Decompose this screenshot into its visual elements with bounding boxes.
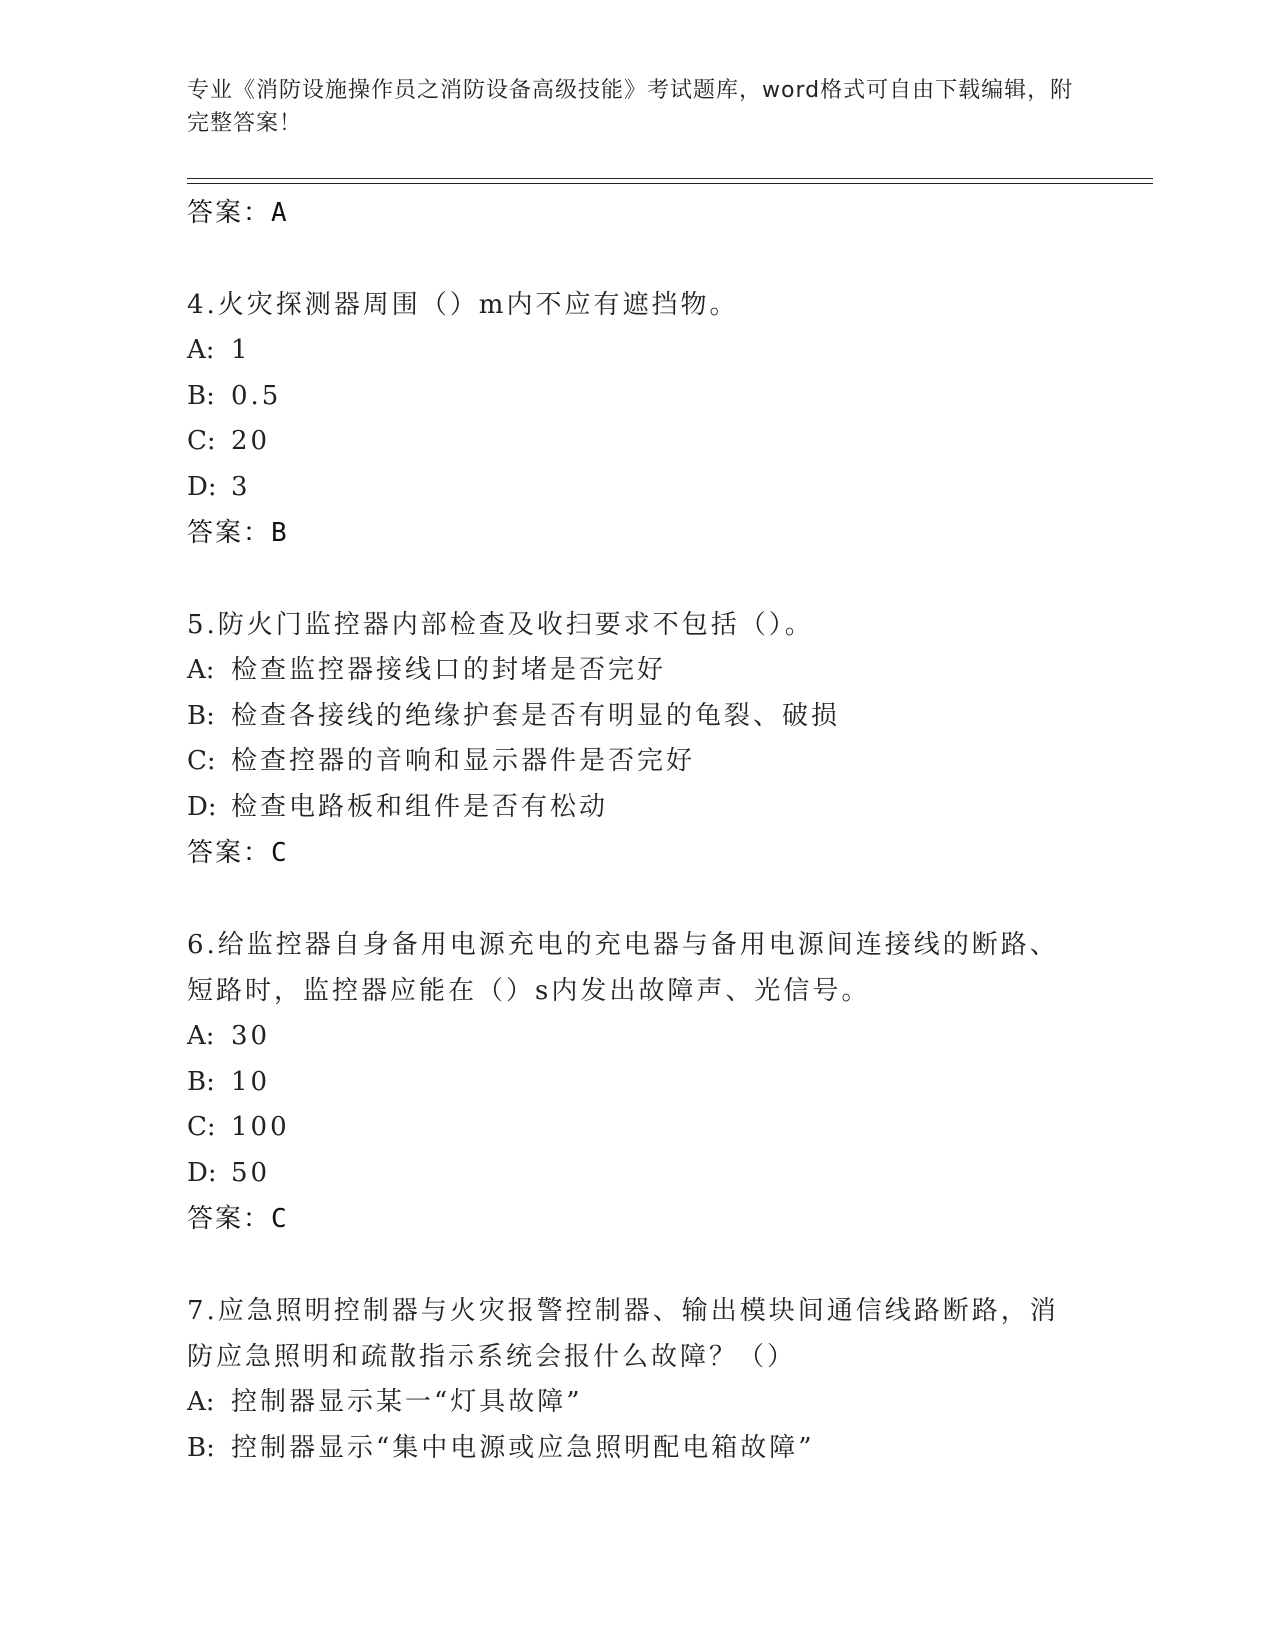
question-5 [187, 602, 1087, 876]
option-c [187, 419, 1087, 465]
option-text: 30 [231, 1021, 271, 1051]
option-text: 50 [231, 1157, 271, 1188]
answer-line [187, 830, 1087, 876]
question-6 [187, 922, 1087, 1242]
option-text: 20 [231, 426, 271, 456]
option-text: 控制器显示某一“灯具故障” [231, 1387, 583, 1417]
answer-label: 答案： [187, 838, 272, 868]
option-key: A: [187, 1387, 215, 1417]
question-4 [187, 282, 1087, 556]
answer-label: 答案： [187, 198, 272, 228]
option-key: C: [187, 1112, 216, 1142]
option-a [187, 328, 1087, 374]
option-b [187, 694, 1087, 740]
option-key: D: [187, 1157, 217, 1188]
answer-line [187, 1196, 1087, 1242]
option-text: 检查电路板和组件是否有松动 [231, 791, 609, 822]
answer-line [187, 190, 1087, 236]
option-key: B: [187, 700, 215, 731]
answer-value: C [271, 1204, 287, 1234]
option-text: 控制器显示“集中电源或应急照明配电箱故障” [231, 1432, 815, 1463]
option-text: 3 [231, 471, 251, 502]
header-divider-bottom [187, 183, 1153, 184]
option-a [187, 1380, 1087, 1426]
answer-label: 答案： [187, 518, 272, 548]
option-d [187, 785, 1087, 831]
option-text: 检查控器的音响和显示器件是否完好 [231, 746, 696, 776]
answer-line [187, 510, 1087, 556]
option-text: 100 [231, 1112, 290, 1142]
answer-value: A [271, 198, 287, 228]
option-text: 0.5 [231, 380, 282, 411]
option-key: A: [187, 1021, 215, 1051]
answer-value: C [271, 838, 287, 868]
option-b [187, 1060, 1087, 1106]
option-a [187, 1014, 1087, 1060]
question-text: 4.火灾探测器周围（）m内不应有遮挡物。 [187, 290, 739, 320]
option-c [187, 739, 1087, 785]
option-key: C: [187, 746, 216, 776]
option-text: 检查监控器接线口的封堵是否完好 [231, 655, 667, 685]
question-text: 5.防火门监控器内部检查及收扫要求不包括（）。 [187, 610, 814, 640]
option-key: B: [187, 380, 215, 411]
question-list [187, 190, 1087, 1471]
document-header: 专业《消防设施操作员之消防设备高级技能》考试题库，word格式可自由下载编辑，附完整答案！ [187, 78, 1074, 136]
option-text: 10 [231, 1066, 271, 1097]
question-text: 7.应急照明控制器与火灾报警控制器、输出模块间通信线路断路，消防应急照明和疏散指示系统会报什么故障？（） [187, 1296, 1059, 1372]
option-a [187, 648, 1087, 694]
option-text: 1 [231, 335, 251, 365]
option-b [187, 374, 1087, 420]
answer-label: 答案： [187, 1204, 272, 1234]
option-c [187, 1105, 1087, 1151]
option-key: D: [187, 471, 217, 502]
option-key: C: [187, 426, 216, 456]
header-divider-top [187, 178, 1153, 179]
question-7 [187, 1288, 1087, 1471]
option-text: 检查各接线的绝缘护套是否有明显的龟裂、破损 [231, 700, 841, 731]
option-d [187, 1151, 1087, 1197]
option-key: A: [187, 335, 215, 365]
option-key: A: [187, 655, 215, 685]
option-key: B: [187, 1066, 215, 1097]
answer-value: B [271, 518, 287, 548]
option-key: B: [187, 1432, 215, 1463]
option-b [187, 1426, 1087, 1472]
option-d [187, 465, 1087, 511]
option-key: D: [187, 791, 217, 822]
question-text: 6.给监控器自身备用电源充电的充电器与备用电源间连接线的断路、短路时，监控器应能在（）s内发出故障声、光信号。 [187, 930, 1059, 1006]
